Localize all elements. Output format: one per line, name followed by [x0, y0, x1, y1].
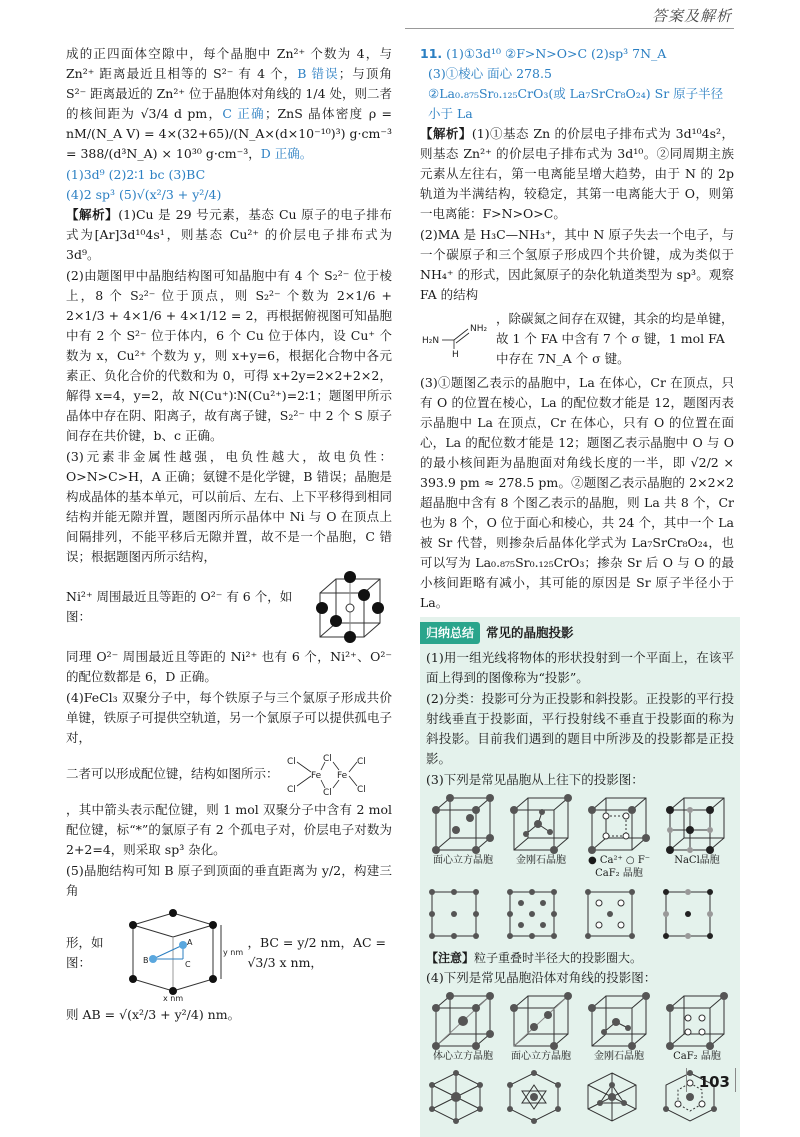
- summary-tag: 归纳总结: [420, 622, 480, 644]
- fcc-top-projection: [426, 886, 482, 942]
- svg-text:Fe: Fe: [336, 771, 347, 781]
- analysis-10-part7: (5)晶胞结构可知 B 原子到顶面的垂直距离为 y/2，构建三角: [66, 863, 392, 898]
- svg-text:Cl: Cl: [356, 757, 366, 767]
- top-projection-grid: [426, 886, 734, 942]
- analysis-10-part5: (4)FeCl₃ 双聚分子中，每个铁原子与三个氯原子形成共价单键，铁原子可提供空轨道，另一个氯原子可以提供孤电子对，: [66, 690, 392, 745]
- diamond-cell-diag: 金刚石晶胞: [582, 992, 656, 1063]
- fcc-cell: 面心立方晶胞: [426, 794, 500, 880]
- diamond-cell-icon: [508, 794, 574, 854]
- caf2-cell-icon: [586, 794, 652, 854]
- caf2-cell-diag: CaF₂ 晶胞: [660, 992, 734, 1063]
- summary-title: 常见的晶胞投影: [486, 625, 574, 640]
- answer-11-line-3: ②La₀.₈₇₅Sr₀.₁₂₅CrO₃(或 La₇SrCr₈O₂₄) Sr 原子半径小于 La: [428, 86, 724, 121]
- summary-point-2: (2)分类：投影可分为正投影和斜投影。正投影的平行投射线垂直于投影面，平行投射线不垂直于投影面的称为斜投影。目前我们遇到的题目中所涉及的投影都是正投影。: [426, 691, 734, 766]
- svg-text:Fe: Fe: [310, 771, 321, 781]
- answer-11-line-2: (3)①棱心 面心 278.5: [428, 66, 552, 81]
- svg-text:C: C: [185, 960, 192, 969]
- bcc-cell-icon: [430, 992, 496, 1050]
- page-number: 103: [698, 1073, 730, 1091]
- caf2-cell: ● Ca²⁺ ○ F⁻ CaF₂ 晶胞: [582, 794, 656, 880]
- page-header-title: 答案及解析: [651, 7, 732, 25]
- caf2-top-projection: [582, 886, 638, 942]
- summary-header: [420, 622, 734, 644]
- answer-11-line-1: 11. (1)①3d¹⁰ ②F>N>O>C (2)sp³ 7N_A: [420, 46, 667, 61]
- right-column: [420, 44, 734, 1137]
- answer-10-line-1: (1)3d⁹ (2)2∶1 bc (3)BC: [66, 167, 206, 182]
- nacl-cell: NaCl晶胞: [660, 794, 734, 880]
- svg-text:x nm: x nm: [163, 994, 184, 1003]
- summary-box: [420, 617, 740, 1137]
- svg-text:y nm: y nm: [223, 948, 244, 957]
- diagonal-view-cells: [426, 992, 734, 1063]
- analysis-10-part6: ，其中箭头表示配位键，则 1 mol 双聚分子中含有 2 mol 配位键，标“*”的氯原子有 2 个孤电子对，价层电子对数为 2+2=4，则采取 sp³ 杂化。: [66, 802, 392, 857]
- svg-text:Cl: Cl: [322, 754, 332, 764]
- question-number: 11.: [420, 46, 443, 61]
- nacl-top-projection: [660, 886, 716, 942]
- svg-text:H: H: [452, 350, 459, 360]
- svg-text:NH₂: NH₂: [470, 324, 488, 334]
- analysis-10-part4: 同理 O²⁻ 周围最近且等距的 Ni²⁺ 也有 6 个，Ni²⁺、O²⁻ 的配位数都是 6，D 正确。: [66, 649, 392, 684]
- fcc-diag-cell-icon: [508, 992, 574, 1050]
- nio-octahedral-figure: [306, 571, 392, 643]
- fecl3-figure-row: 二者可以形成配位键，结构如图所示： Cl Cl Fe Fe Cl Cl Cl Cl: [66, 752, 392, 796]
- bcc-cell: 体心立方晶胞: [426, 992, 500, 1063]
- analysis-11-part3: (3)①题图乙表示的晶胞中，La 在体心，Cr 在顶点，只有 O 的位置在棱心，La 的配位数才能是 12，题图丙表示晶胞中 La 在顶点，Cr 在体心，只有 O 的位置在面心，La 的配位数才能是 12；题图乙表示晶胞中 O 与 O 的最小核间距为晶胞面对角线长度的一半，即 √2/2 × 393.9 pm ≈ 278.5 pm。②题图乙表示晶胞的 2×2×2 超晶胞中含有 8 个图乙表示的晶胞，则 La 共 8 个，Cr 也为 8 个，O 位于面心和棱心，共 24 个，其中一个 La 被 Sr 代替，则掺杂后晶体化学式为 La₇SrCr₈O₂₄，也可以写为 La₀.₈₇₅Sr₀.₁₂₅CrO₃；掺杂 Sr 后 O 与 O 的最小核间距略有减小，其可能的原因是 Sr 原子半径小于 La。: [420, 375, 734, 610]
- svg-text:Cl: Cl: [322, 788, 332, 798]
- triangle-figure-row: 形，如图： B A C y nm x nm ，BC = y/2 nm，AC = √3/3 x nm，: [66, 905, 392, 1001]
- fa-structure-row: H₂N NH₂ H ，除碳氮之间存在双键，其余的均是单键，故 1 个 FA 中含有 7 个 σ 键，1 mol FA 中存在 7N_A 个 σ 键。: [422, 311, 734, 366]
- nio-caption: Ni²⁺ 周围最近且等距的 O²⁻ 有 6 个，如图：: [66, 589, 293, 624]
- diamond-hex-projection: [582, 1069, 642, 1125]
- summary-note: 【注意】粒子重叠时半径大的投影圈大。: [426, 951, 643, 965]
- svg-text:Cl: Cl: [356, 785, 366, 795]
- svg-text:Cl: Cl: [286, 785, 296, 795]
- fcc-cell-icon: [430, 794, 496, 854]
- analysis-10-part1: 【解析】(1)Cu 是 29 号元素，基态 Cu 原子的电子排布式为[Ar]3d¹⁰4s¹，则基态 Cu²⁺ 的价层电子排布式为 3d⁹。: [66, 207, 392, 262]
- bcc-hex-projection: [426, 1069, 486, 1125]
- summary-point-1: (1)用一组光线将物体的形状投射到一个平面上，在该平面上得到的图像称为“投影”。: [426, 650, 734, 685]
- top-view-cells: [426, 794, 734, 880]
- svg-text:Cl: Cl: [286, 757, 296, 767]
- svg-text:B: B: [143, 956, 149, 965]
- diamond-diag-cell-icon: [586, 992, 652, 1050]
- diamond-top-projection: [504, 886, 560, 942]
- answer-10-line-2: (4)2 sp³ (5)√(x²/3 + y²/4): [66, 187, 222, 202]
- svg-text:A: A: [187, 938, 193, 947]
- paragraph-zns-1: 成的正四面体空隙中，每个晶胞中 Zn²⁺ 个数为 4，与 Zn²⁺ 距离最近且相等的 S²⁻ 有 4 个，B 错误；与顶角 S²⁻ 距离最近的 Zn²⁺ 位于晶胞体对角线的 1/4 处，则二者的核间距为 √3/4 d pm，C 正确；ZnS 晶体密度 ρ = nM/(N_A V) = 4×(32+65)/(N_A×(d×10⁻¹⁰)³) g·cm⁻³ = 388/(d³N_A) × 10³⁰ g·cm⁻³，D 正确。: [66, 46, 393, 161]
- cell-triangle-figure: [113, 905, 244, 1003]
- analysis-10-part2: (2)由题图甲中晶胞结构图可知晶胞中有 4 个 S₂²⁻ 位于棱上，8 个 S₂²⁻ 位于顶点，则 S₂²⁻ 个数为 2×1/6 + 2×1/3 + 4×1/6 + 4×1/12 = 2，再根据俯视图可知晶胞中有 2 个 S²⁻ 位于体内，6 个 Cu 位于体内，设 Cu⁺ 个数为 x，Cu²⁺ 个数为 y，则 x+y=6，根据化合物中各元素正、负化合价的代数和为 0，可得 x+2y=2×2+2×2，解得 x=4，y=2，故 N(Cu⁺)∶N(Cu²⁺)=2∶1；题图甲所示晶体中存在阴、阳离子，故有离子键，S₂²⁻ 中 2 个 S 原子间存在共价键，b、c 正确。: [66, 268, 392, 443]
- fcc-cell-diag: 面心立方晶胞: [504, 992, 578, 1063]
- fecl3-dimer-structure: [285, 752, 371, 796]
- analysis-11-part1: 【解析】(1)①基态 Zn 的价层电子排布式为 3d¹⁰4s²，则基态 Zn²⁺ 的价层电子排布式为 3d¹⁰。②同周期主族元素从左往右，第一电离能呈增大趋势，由于 N 的 2p 轨道为半满结构，较稳定，其第一电离能大于 O，则第一电离能：F>N>O>C。: [420, 126, 734, 221]
- fa-structure-figure: [420, 319, 490, 359]
- analysis-11-part2: (2)MA 是 H₃C—NH₃⁺，其中 N 原子失去一个电子，与一个碳原子和三个氢原子形成四个共价键，成为类似于 NH₄⁺ 的形式，因此氮原子的杂化轨道类型为 sp³。观察 FA 的结构: [420, 227, 734, 302]
- svg-text:H₂N: H₂N: [422, 336, 440, 346]
- nacl-cell-icon: [664, 794, 730, 854]
- header-rule: [405, 28, 734, 29]
- fcc-hex-projection: [504, 1069, 564, 1125]
- diamond-cell: 金刚石晶胞: [504, 794, 578, 880]
- analysis-10-part3: (3)元素非金属性越强，电负性越大，故电负性：O>N>C>H，A 正确；氨键不是化学键，B 错误；晶胞是构成晶体的基本单元，可以前后、左右、上下平移得到相同结构并能无隙并置，题图丙所示晶体中 Ni 与 O 在顶点上间隔排列，不能平移后无隙并置，故不是一个晶胞，C 错误；根据题图丙所示结构，: [66, 449, 392, 564]
- summary-point-3: (3)下列是常见晶胞从上往下的投影图：: [426, 772, 644, 787]
- analysis-10-conclusion: 则 AB = √(x²/3 + y²/4) nm。: [66, 1007, 241, 1022]
- left-column: [66, 44, 392, 1026]
- nio-figure-row: [66, 571, 392, 643]
- summary-point-4: (4)下列是常见晶胞沿体对角线的投影图：: [426, 970, 657, 985]
- caf2-legend: ● Ca²⁺ ○ F⁻: [587, 855, 651, 866]
- caf2-diag-cell-icon: [664, 992, 730, 1050]
